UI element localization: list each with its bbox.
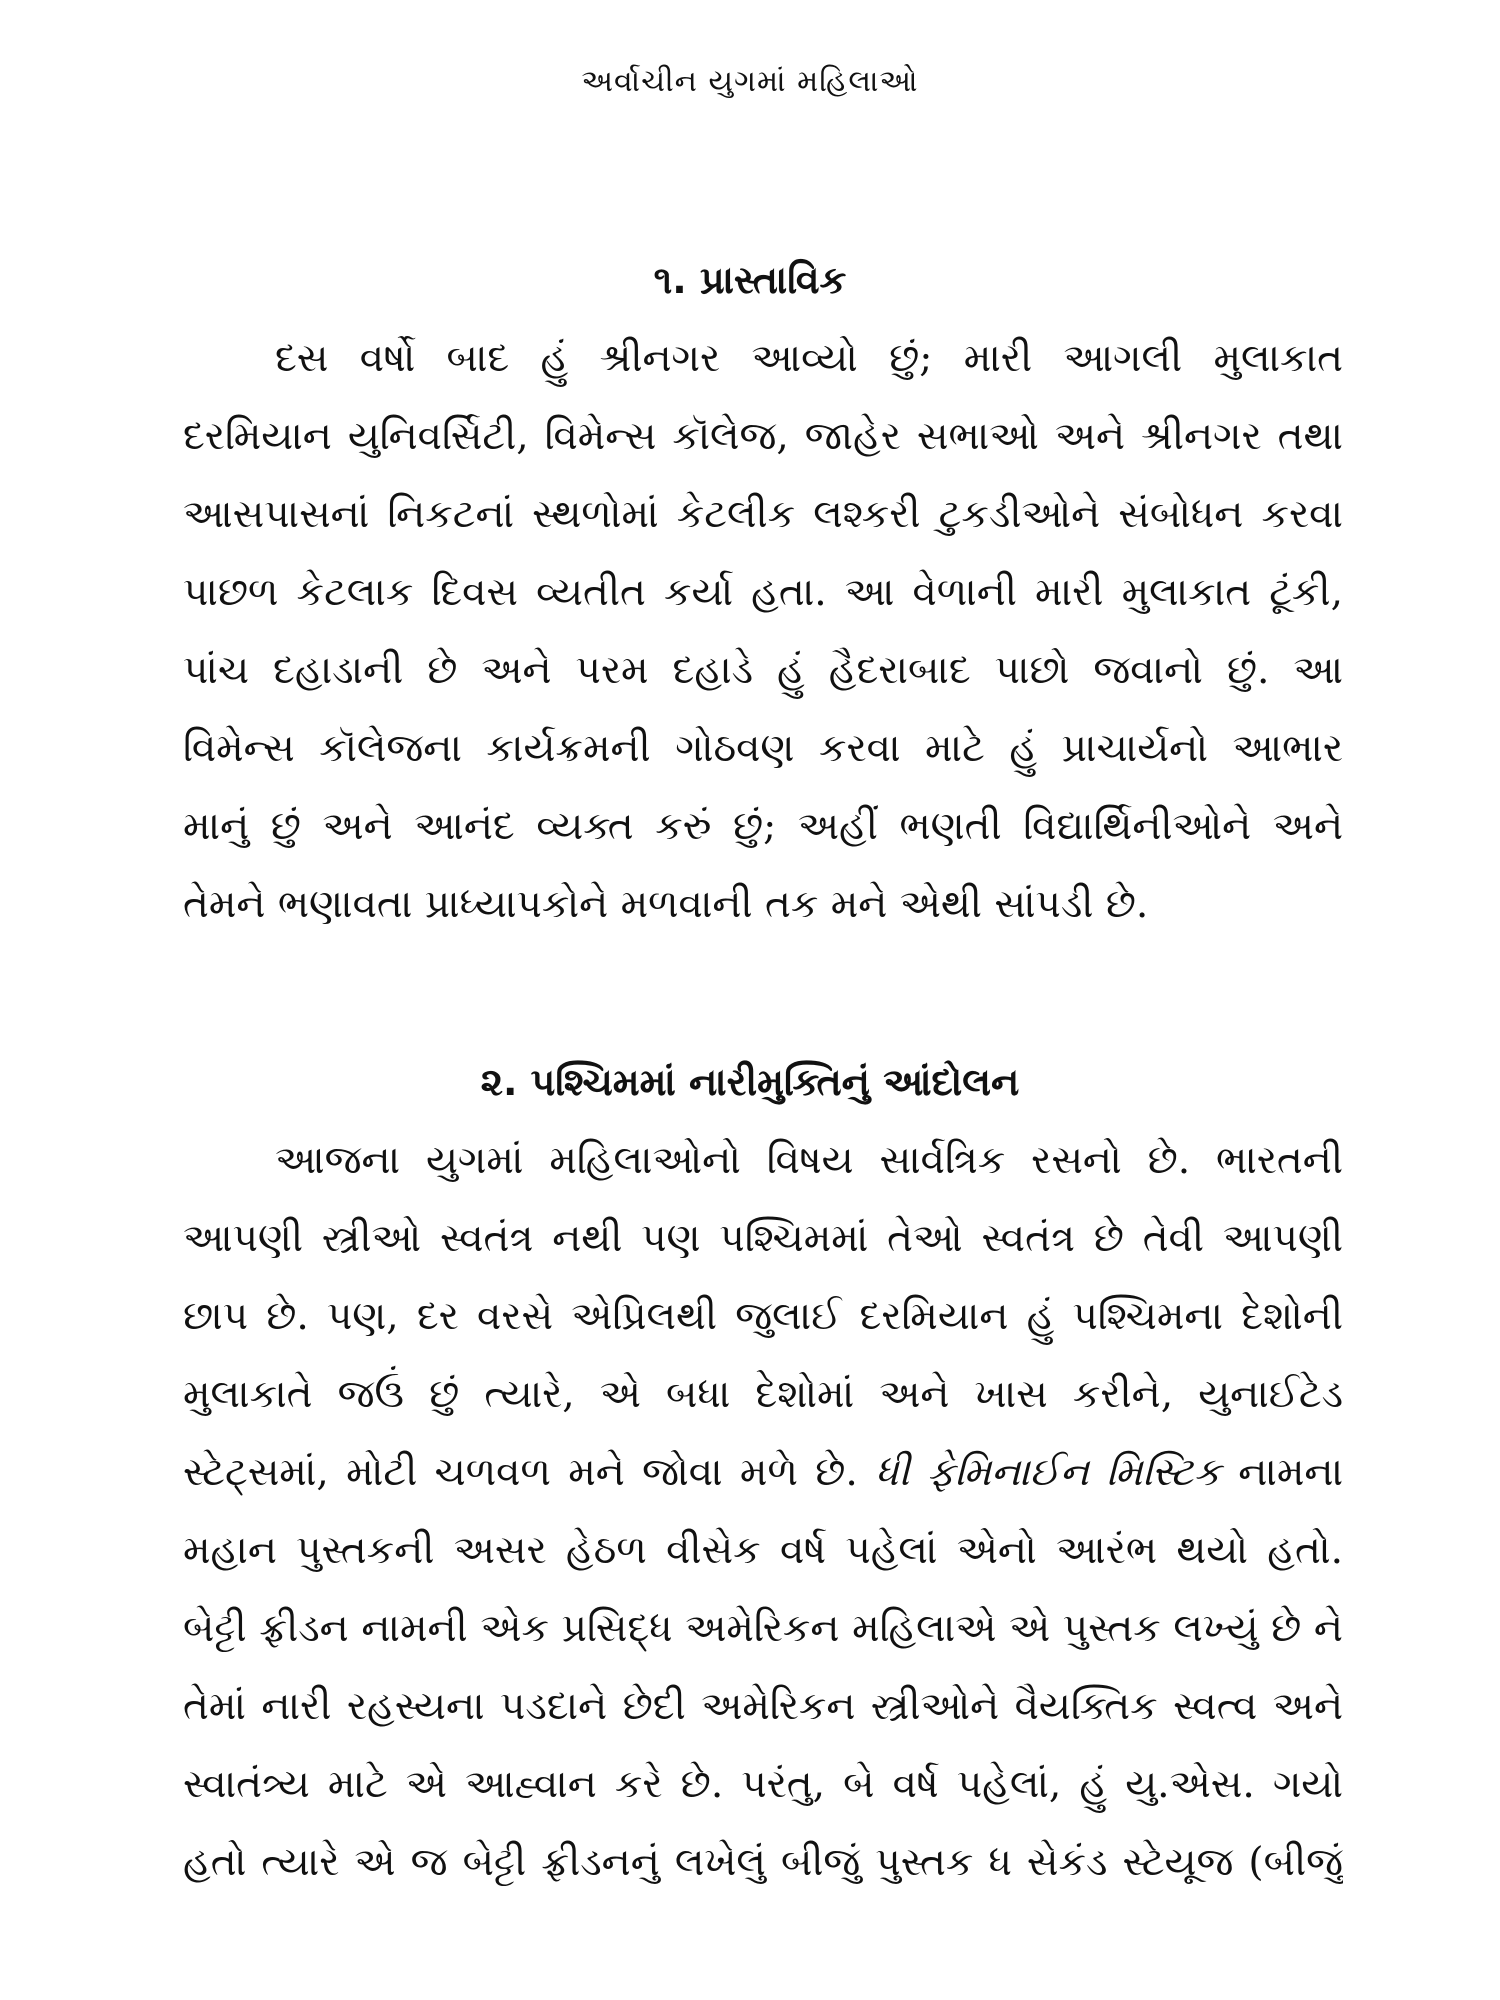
paragraph-line: માનું છું અને આનંદ વ્યક્ત કરું છું; અહીં ભણતી વિદ્યાર્થિનીઓને અને	[183, 804, 1343, 849]
paragraph-line: વિમેન્સ કૉલેજના કાર્યક્રમની ગોઠવણ કરવા માટે હું પ્રાચાર્યનો આભાર	[183, 726, 1343, 771]
paragraph-line: મહાન પુસ્તકની અસર હેઠળ વીસેક વર્ષ પહેલાં એનો આરંભ થયો હતો.	[183, 1528, 1343, 1573]
paragraph-line: આસપાસનાં નિકટનાં સ્થળોમાં કેટલીક લશ્કરી ટુકડીઓને સંબોધન કરવા	[183, 492, 1343, 537]
paragraph-line: આજના યુગમાં મહિલાઓનો વિષય સાર્વત્રિક રસનો છે. ભારતની	[275, 1138, 1343, 1183]
section-heading-women-liberation: ૨. પશ્ચિમમાં નારીમુક્તિનું આંદોલન	[480, 1060, 1020, 1104]
paragraph-line	[183, 1434, 1343, 1512]
paragraph-line: સ્વાતંત્ર્ય માટે એ આહ્વાન કરે છે. પરંતુ, બે વર્ષ પહેલાં, હું યુ.એસ. ગયો	[183, 1762, 1343, 1807]
paragraph-introduction	[183, 320, 1343, 944]
book-title-italic: ધી ફેમિનાઈન મિસ્ટિક	[875, 1450, 1221, 1495]
paragraph-line: આપણી સ્ત્રીઓ સ્વતંત્ર નથી પણ પશ્ચિમમાં તેઓ સ્વતંત્ર છે તેવી આપણી	[183, 1216, 1343, 1261]
paragraph-line: મુલાકાતે જઉં છું ત્યારે, એ બધા દેશોમાં અને ખાસ કરીને, યુનાઈટેડ	[183, 1372, 1343, 1417]
running-header: અર્વાચીન યુગમાં મહિલાઓ	[581, 64, 919, 99]
paragraph-line: દસ વર્ષો બાદ હું શ્રીનગર આવ્યો છું; મારી આગલી મુલાકાત	[275, 336, 1343, 381]
paragraph-line: પાછળ કેટલાક દિવસ વ્યતીત કર્યા હતા. આ વેળાની મારી મુલાકાત ટૂંકી,	[183, 570, 1343, 615]
paragraph-line: તેમને ભણાવતા પ્રાધ્યાપકોને મળવાની તક મને એથી સાંપડી છે.	[183, 882, 1149, 927]
line-text: સ્ટેટ્સમાં, મોટી ચળવળ મને જોવા મળે છે.	[183, 1450, 876, 1495]
paragraph-women-liberation	[183, 1122, 1343, 1902]
paragraph-line: દરમિયાન યુનિવર્સિટી, વિમેન્સ કૉલેજ, જાહેર સભાઓ અને શ્રીનગર તથા	[183, 414, 1343, 459]
line-text: નામના	[1220, 1450, 1343, 1495]
paragraph-line: બેટ્ટી ફ્રીડન નામની એક પ્રસિદ્ધ અમેરિકન મહિલાએ એ પુસ્તક લખ્યું છે ને	[183, 1606, 1343, 1651]
paragraph-line: પાંચ દહાડાની છે અને પરમ દહાડે હું હૈદરાબાદ પાછો જવાનો છું. આ	[183, 648, 1343, 693]
section-heading-introduction: ૧. પ્રાસ્તાવિક	[653, 258, 847, 302]
paragraph-line: હતો ત્યારે એ જ બેટ્ટી ફ્રીડનનું લખેલું બીજું પુસ્તક ધ સેકંડ સ્ટેયૂજ (બીજું	[183, 1840, 1343, 1885]
paragraph-line: તેમાં નારી રહસ્યના પડદાને છેદી અમેરિકન સ્ત્રીઓને વૈયક્તિક સ્વત્વ અને	[183, 1684, 1343, 1729]
paragraph-line: છાપ છે. પણ, દર વરસે એપ્રિલથી જુલાઈ દરમિયાન હું પશ્ચિમના દેશોની	[183, 1294, 1343, 1339]
